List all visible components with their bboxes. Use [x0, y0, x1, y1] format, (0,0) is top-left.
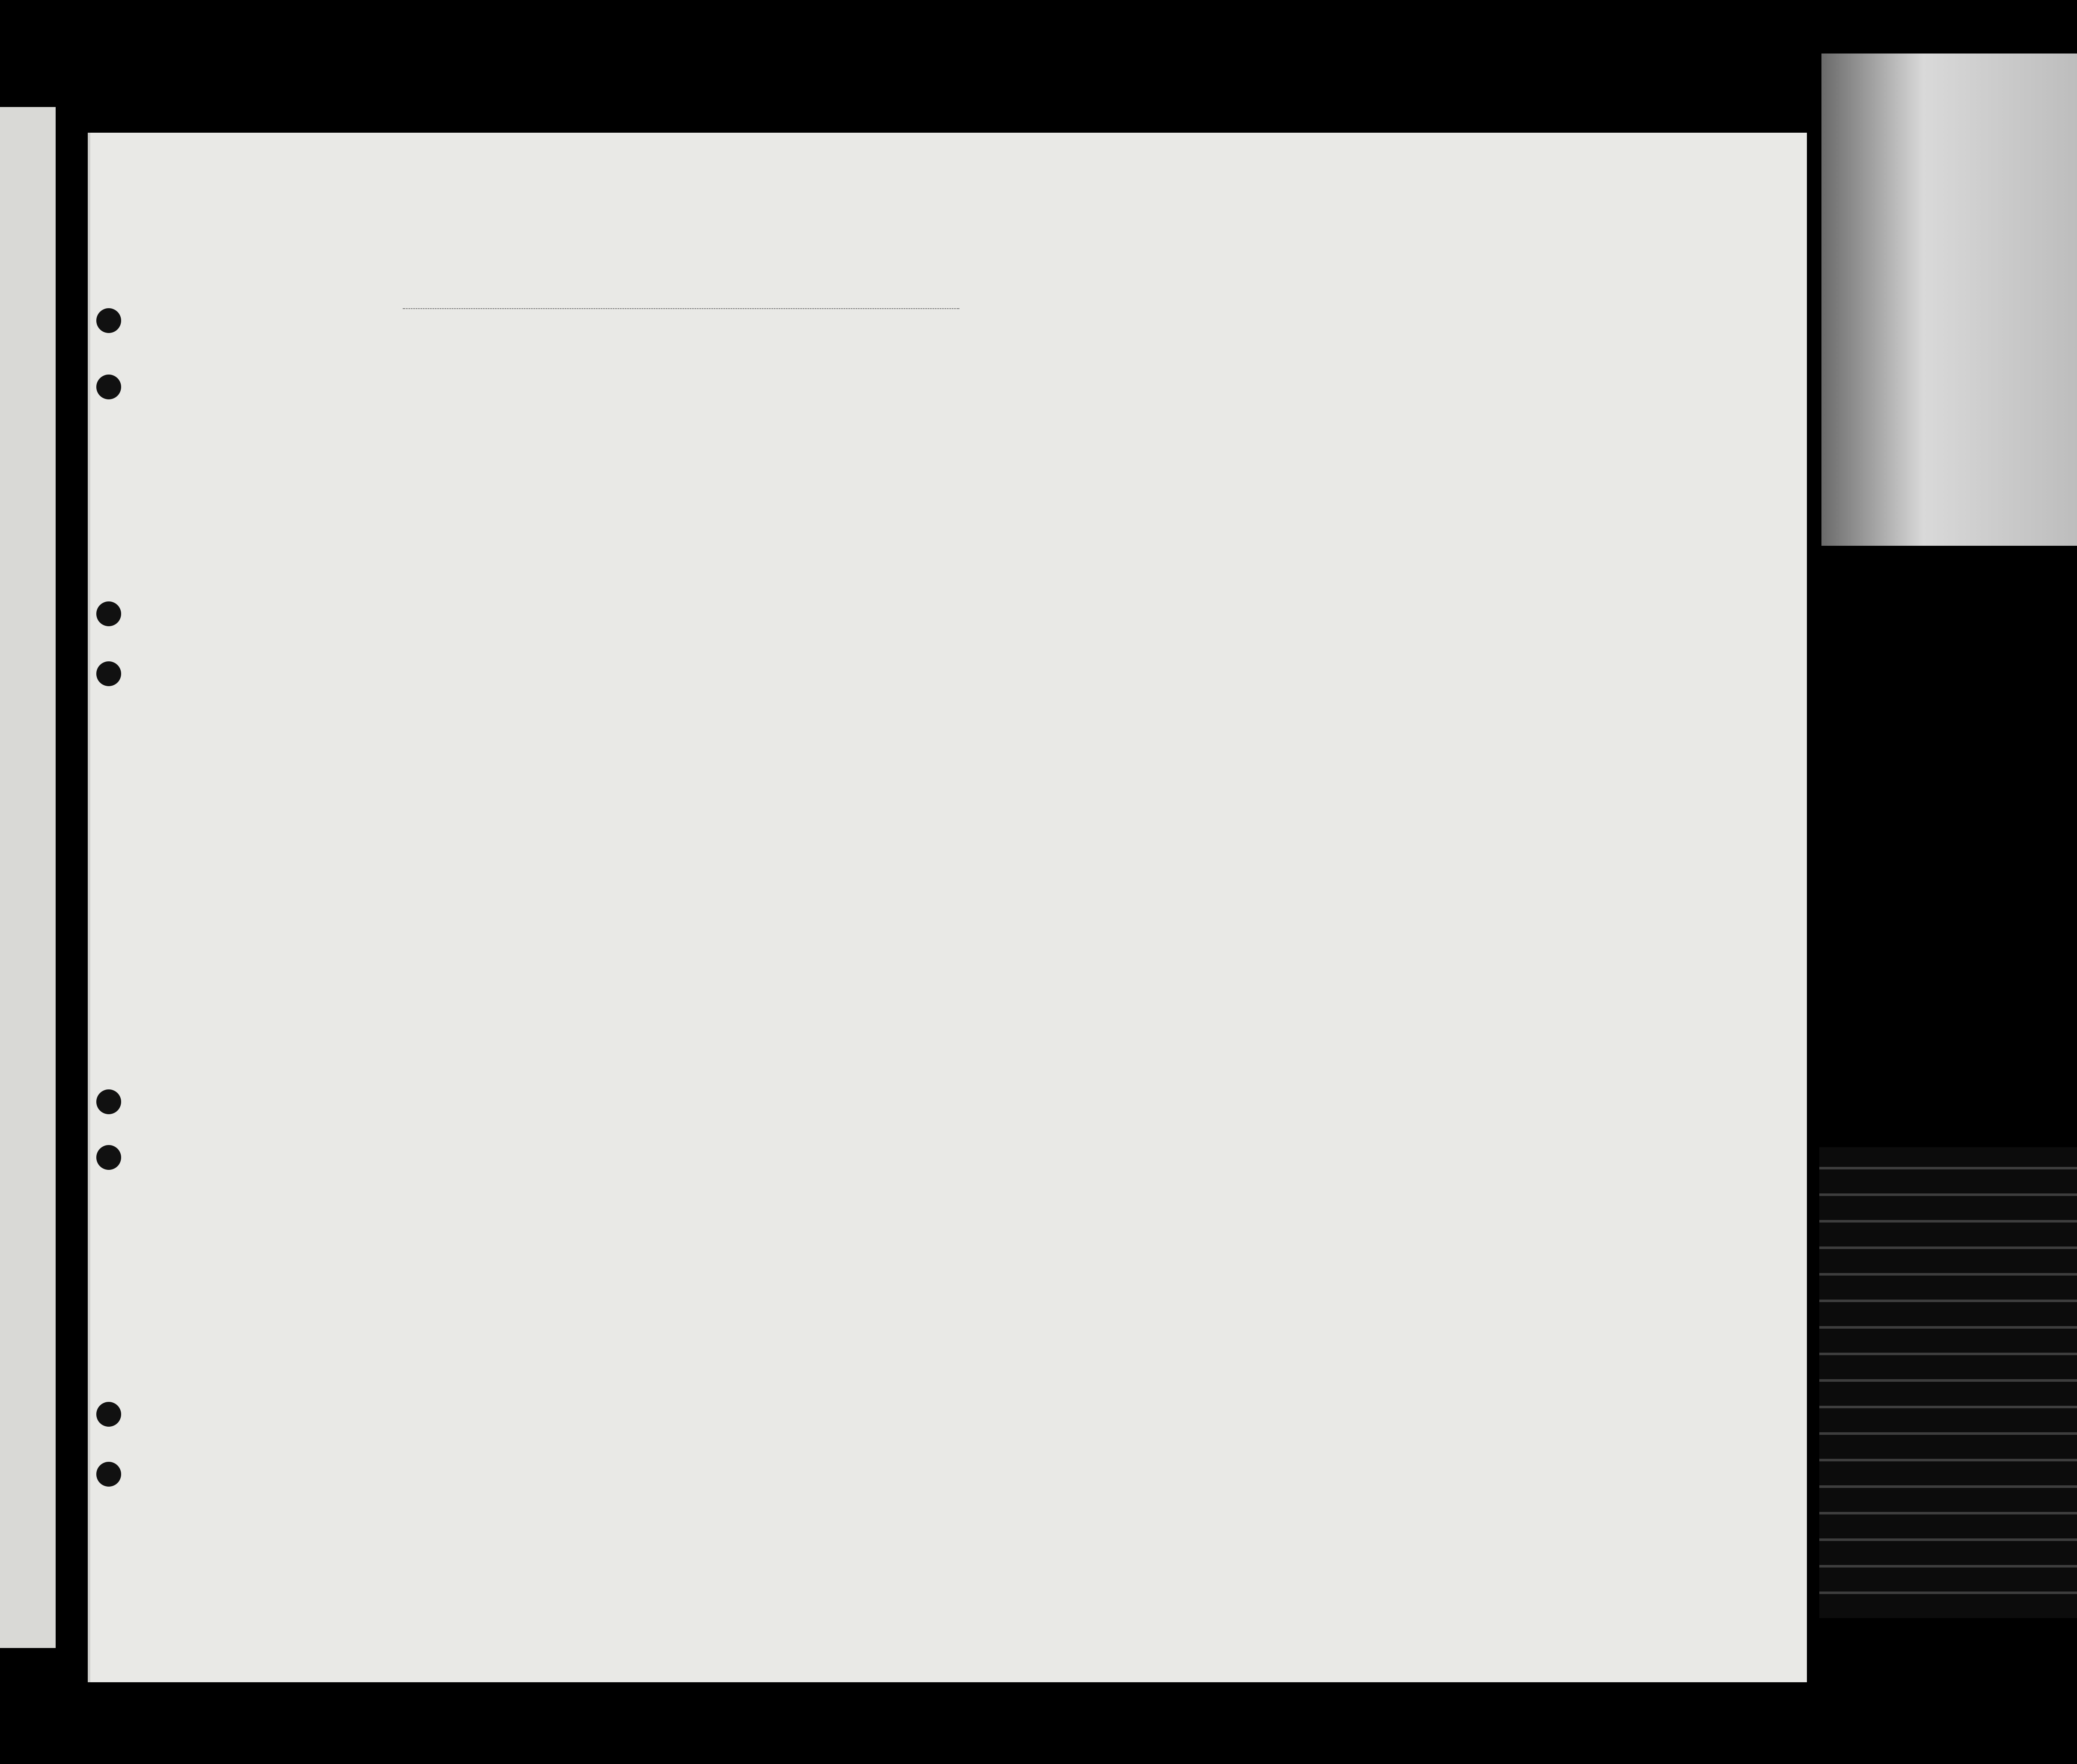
- punch-hole: [96, 375, 121, 399]
- background-binding-lines: [1819, 1147, 2077, 1618]
- manifest-page: [88, 133, 1807, 1682]
- punch-hole: [96, 601, 121, 626]
- punch-hole: [96, 1462, 121, 1487]
- punch-hole: [96, 1402, 121, 1427]
- background-binding-edge: [1821, 54, 2077, 546]
- punch-hole: [96, 1089, 121, 1114]
- punch-hole: [96, 308, 121, 333]
- adjacent-page-edge: [0, 107, 56, 1648]
- manifest-grid: [90, 133, 1807, 1682]
- punch-hole: [96, 1145, 121, 1170]
- punch-hole: [96, 661, 121, 686]
